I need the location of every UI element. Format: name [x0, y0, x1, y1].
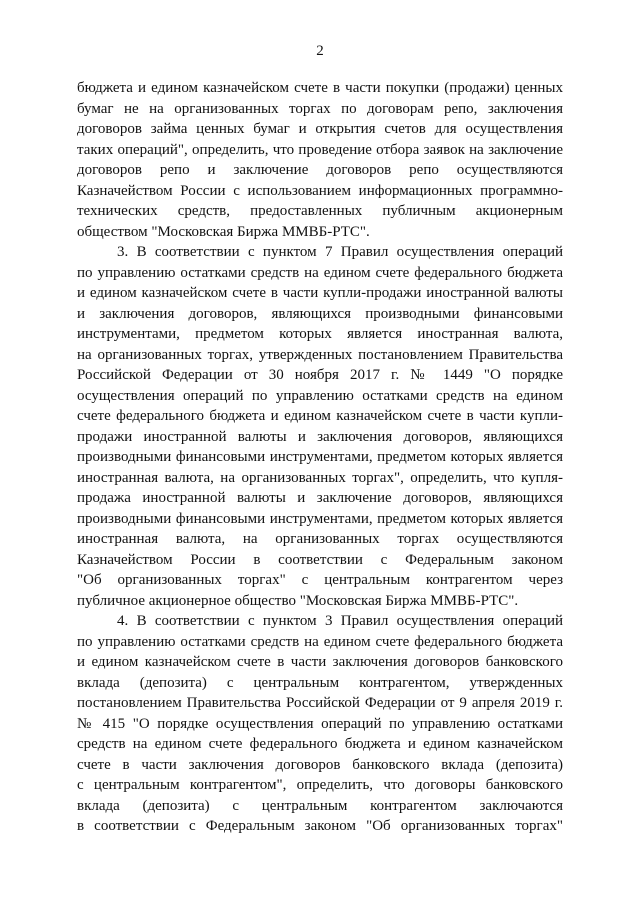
text-line: иностранная валюта, на организованных торгах осуществляются: [77, 531, 563, 547]
text-line: счете федерального бюджета и едином казначейском счете в части купли-: [77, 408, 563, 424]
text-line: договоров займа ценных бумаг и открытия счетов для осуществления: [77, 121, 563, 137]
text-line: с центральным контрагентом", определить, что договоры банковского: [77, 777, 563, 793]
text-line: 3. В соответствии с пунктом 7 Правил осуществления операций: [117, 244, 563, 260]
page-number: 2: [316, 43, 324, 59]
document-body: [77, 78, 563, 837]
text-line: Российской Федерации от 30 ноября 2017 г. № 1449 "О порядке: [77, 367, 563, 383]
text-line: средств на едином счете федерального бюджета и едином казначейском: [77, 736, 563, 752]
text-line: вклада (депозита) с центральным контрагентом заключаются: [77, 797, 563, 814]
text-line: и заключения договоров, являющихся производными финансовыми: [77, 305, 563, 322]
text-line: иностранная валюта, на организованных торгах", определить, что купля-: [77, 469, 563, 486]
text-line: публичное акционерное общество "Московская Биржа ММВБ-РТС".: [77, 592, 519, 609]
text-line: постановлением Правительства Российской Федерации от 9 апреля 2019 г.: [77, 695, 563, 711]
text-line: продажи иностранной валюты и заключения договоров, являющихся: [77, 428, 563, 445]
text-line: осуществления операций по управлению остатками средств на едином: [77, 387, 563, 404]
text-line: производными финансовыми инструментами, предметом которых является: [77, 510, 563, 527]
text-line: и едином казначейском счете в части купли-продажи иностранной валюты: [77, 285, 563, 301]
text-line: производными финансовыми инструментами, предметом которых является: [77, 449, 563, 465]
text-line: технических средств, предоставленных публичным акционерным: [77, 203, 563, 219]
text-line: Казначейством России в соответствии с Федеральным законом: [77, 551, 563, 568]
text-line: договоров репо и заключение договоров репо осуществляются: [77, 162, 563, 178]
text-line: в соответствии с Федеральным законом "Об организованных торгах": [77, 818, 563, 834]
text-line: "Об организованных торгах" с центральным контрагентом через: [77, 572, 563, 588]
text-line: продажа иностранной валюты и заключение договоров, являющихся: [77, 490, 563, 506]
text-line: таких операций", определить, что проведение отбора заявок на заключение: [77, 141, 563, 158]
text-line: счете в части заключения договоров банковского вклада (депозита): [77, 756, 563, 773]
text-line: вклада (депозита) с центральным контрагентом, утвержденных: [77, 674, 563, 691]
text-line: обществом "Московская Биржа ММВБ-РТС".: [77, 223, 370, 240]
text-line: бюджета и едином казначейском счете в части покупки (продажи) ценных: [77, 80, 563, 96]
text-line: бумаг не на организованных торгах по договорам репо, заключения: [77, 100, 563, 117]
text-line: 4. В соответствии с пунктом 3 Правил осуществления операций: [117, 613, 563, 629]
text-line: на организованных торгах, утвержденных постановлением Правительства: [77, 346, 563, 363]
text-line: Казначейством России с использованием информационных программно-: [77, 182, 563, 199]
text-line: и едином казначейском счете в части заключения договоров банковского: [77, 654, 563, 670]
text-line: по управлению остатками средств на едином счете федерального бюджета: [77, 633, 563, 650]
text-line: инструментами, предметом которых является иностранная валюта,: [77, 326, 563, 342]
text-line: № 415 "О порядке осуществления операций по управлению остатками: [77, 715, 563, 732]
text-line: по управлению остатками средств на едином счете федерального бюджета: [77, 264, 563, 281]
